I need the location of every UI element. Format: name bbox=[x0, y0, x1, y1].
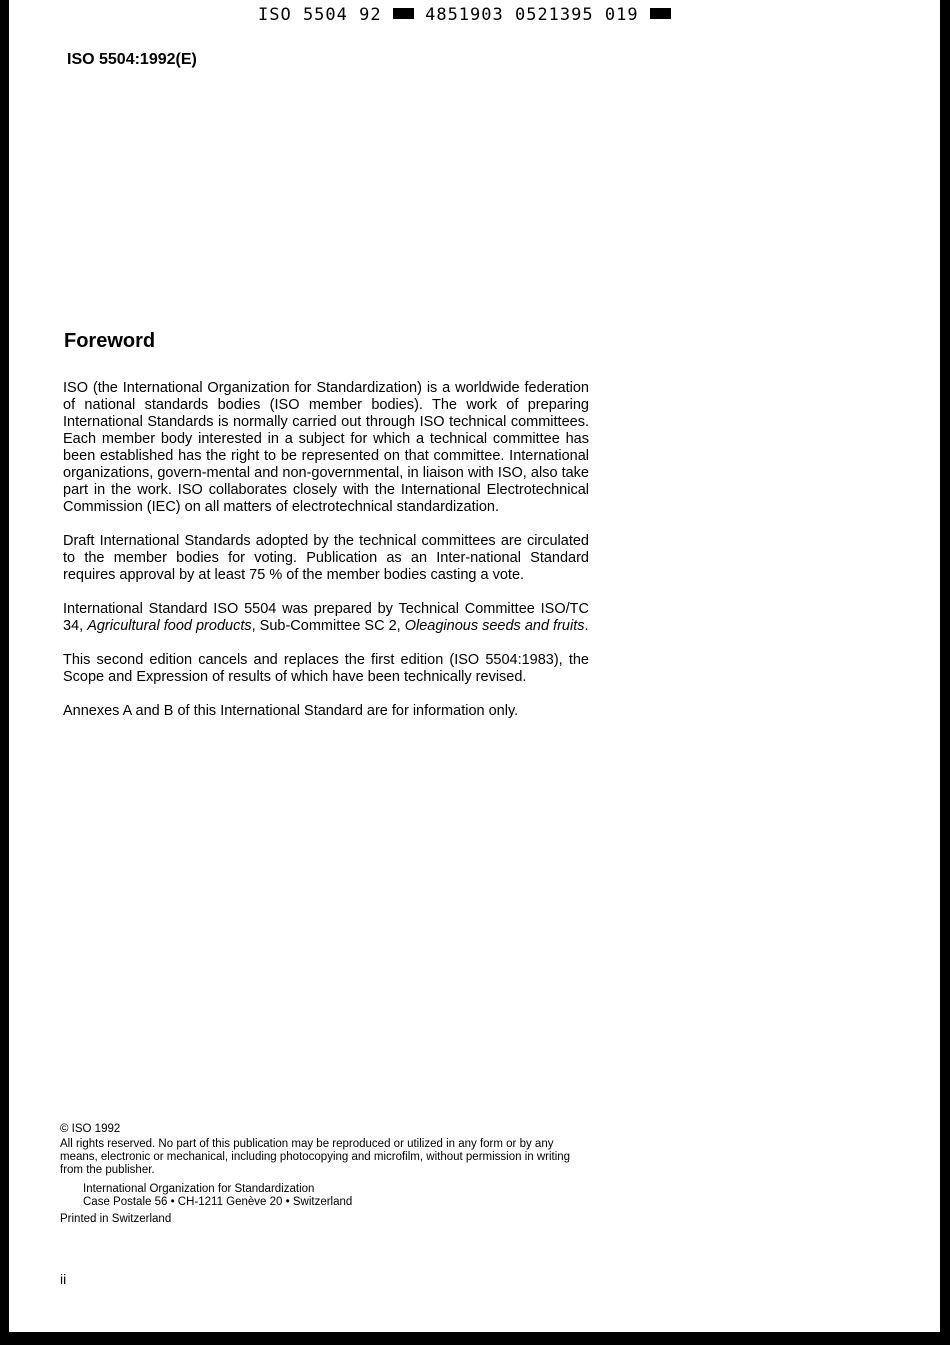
p3-subcommittee-title: Oleaginous seeds and fruits bbox=[404, 618, 585, 634]
scan-block-mark bbox=[393, 8, 414, 19]
publisher-address bbox=[60, 1183, 590, 1209]
page-number: ii bbox=[60, 1271, 67, 1287]
foreword-body bbox=[63, 380, 589, 737]
scan-edge-bottom bbox=[0, 1332, 950, 1345]
paragraph-1: ISO (the International Organization for Standardization) is a worldwide federation of national standards bodies (ISO member bodies). The work of preparing International Standards is normally carried out through ISO technical committees. Each member body interested in a subject for which a technical committee has been established has the right to be represented on that committee. International organizations, govern-mental and non-governmental, in liaison with ISO, also take part in the work. ISO collaborates closely with the International Electrotechnical Commission (IEC) on all matters of electrotechnical standardization. bbox=[63, 380, 589, 515]
paragraph-4: This second edition cancels and replaces the first edition (ISO 5504:1983), the Scope and Expression of results of which have been technically revised. bbox=[63, 652, 589, 685]
page-title: Foreword bbox=[64, 330, 156, 352]
paragraph-3 bbox=[63, 601, 589, 635]
printed-in: Printed in Switzerland bbox=[60, 1213, 172, 1225]
publisher-org: International Organization for Standardization bbox=[83, 1183, 315, 1195]
p3-text-e: . bbox=[584, 618, 589, 634]
scan-header-right: 4851903 0521395 019 bbox=[425, 5, 639, 25]
scan-edge-right bbox=[940, 0, 950, 1345]
scan-header-left: ISO 5504 92 bbox=[258, 5, 382, 25]
paragraph-5: Annexes A and B of this International Standard are for information only. bbox=[63, 703, 519, 719]
copyright-block bbox=[60, 1123, 590, 1226]
p3-text-a: International Standard ISO 5504 was prepared by Technical Committee ISO/TC 34, bbox=[63, 601, 589, 634]
publisher-postal: Case Postale 56 • CH-1211 Genève 20 • Switzerland bbox=[83, 1196, 353, 1208]
scan-block-mark bbox=[650, 8, 671, 19]
copyright-line: © ISO 1992 bbox=[60, 1123, 121, 1135]
scan-edge-left bbox=[0, 0, 9, 1345]
paragraph-2: Draft International Standards adopted by the technical committees are circulated to the member bodies for voting. Publication as an Inter-national Standard requires approval by at least 75 % of the member bodies casting a vote. bbox=[63, 533, 589, 583]
p3-committee-title: Agricultural food products bbox=[87, 618, 252, 634]
rights-notice: All rights reserved. No part of this publication may be reproduced or utilized in any form or by any means, electronic or mechanical, including photocopying and microfilm, without permission in writing from the publisher. bbox=[60, 1138, 571, 1176]
p3-text-c: , Sub-Committee SC 2, bbox=[251, 618, 405, 634]
standard-id: ISO 5504:1992(E) bbox=[67, 51, 197, 68]
scan-header bbox=[258, 5, 671, 25]
